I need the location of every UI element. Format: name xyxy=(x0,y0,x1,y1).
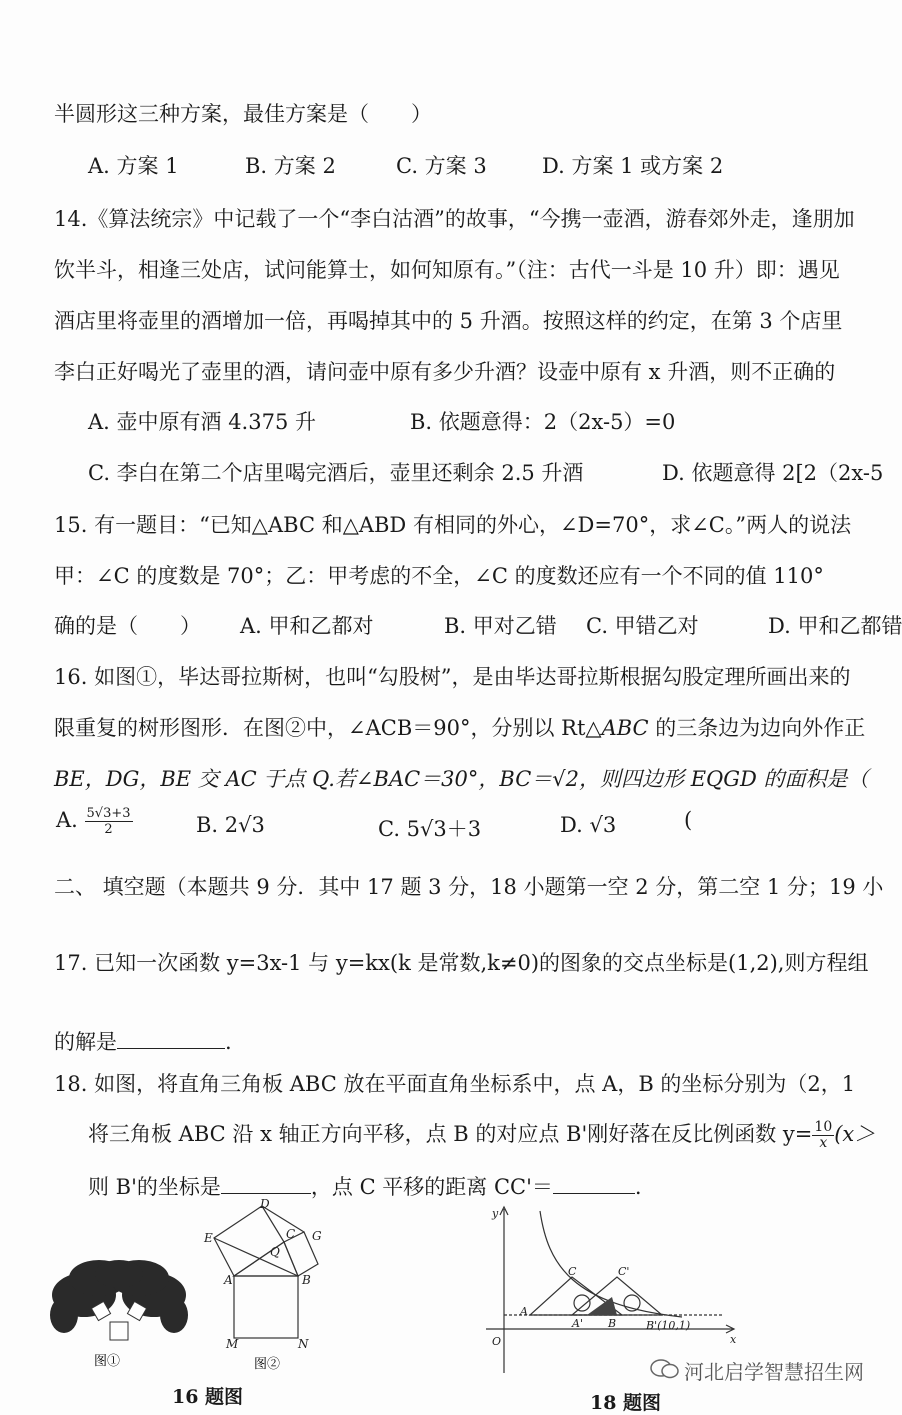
q18-answer-blank-2[interactable] xyxy=(553,1175,635,1194)
section-2-heading: 二、 填空题（本题共 9 分．其中 17 题 3 分，18 小题第一空 2 分，第二空 1 分；19 小 xyxy=(54,875,884,899)
q18-answer-blank-1[interactable] xyxy=(221,1175,311,1194)
q16-line-1: 16. 如图①，毕达哥拉斯树，也叫“勾股树”，是由毕达哥拉斯根据勾股定理所画出来的 xyxy=(54,665,851,689)
label-b-prime: B'(10,1) xyxy=(646,1319,691,1332)
q15-option-d: D. 甲和乙都错 xyxy=(768,614,902,638)
q13-option-b: B. 方案 2 xyxy=(245,154,336,178)
q17-line-2-text: 的解是 xyxy=(54,1030,117,1054)
q14-option-a: A. 壶中原有酒 4.375 升 xyxy=(88,410,316,434)
q14-line-3: 酒店里将壶里的酒增加一倍，再喝掉其中的 5 升酒。按照这样的约定，在第 3 个店里 xyxy=(54,309,843,333)
label-b: B xyxy=(302,1273,311,1287)
q18-line-2 xyxy=(88,1118,875,1151)
q16-line-3: BE，DG，BE 交 AC 于点 Q.若∠BAC＝30°，BC＝√2，则四边形 EQGD 的面积是（ xyxy=(54,767,869,791)
q17-line-1: 17. 已知一次函数 y=3x-1 与 y=kx(k 是常数,k≠0)的图象的交点坐标是(1,2),则方程组 xyxy=(54,951,869,975)
label-a-prime: A' xyxy=(572,1317,583,1330)
q16-option-a xyxy=(56,806,133,837)
q17-line-2: 的解是 . xyxy=(54,1030,232,1054)
triangle-abc xyxy=(234,1242,298,1276)
q18-line-3: 则 B'的坐标是 ，点 C 平移的距离 CC'＝ . xyxy=(88,1175,642,1199)
q16-line-2-part-b: ABC xyxy=(601,716,649,740)
label-c: C xyxy=(568,1265,577,1278)
figure-18-caption: 18 题图 xyxy=(590,1392,662,1414)
label-q: Q xyxy=(270,1245,280,1259)
q15-line-2: 甲：∠C 的度数是 70°；乙：甲考虑的不全，∠C 的度数还应有一个不同的值 110° xyxy=(54,564,824,588)
q15-line-3-prefix: 确的是（ ） xyxy=(54,614,201,638)
q18-fraction-denominator: x xyxy=(819,1135,828,1151)
q15-option-b: B. 甲对乙错 xyxy=(444,614,557,638)
q14-line-1: 14.《算法统宗》中记载了一个“李白沽酒”的故事，“今携一壶酒，游春郊外走，逢朋加 xyxy=(54,207,855,231)
q15-option-a: A. 甲和乙都对 xyxy=(240,614,374,638)
q18-line-1: 18. 如图，将直角三角板 ABC 放在平面直角坐标系中，点 A，B 的坐标分别为（2，1 xyxy=(54,1072,856,1096)
q16-line-2 xyxy=(54,712,865,742)
q16-line-2-part-a: 限重复的树形图形．在图②中，∠ACB＝90°，分别以 Rt△ xyxy=(54,716,602,740)
q18-fraction xyxy=(812,1120,834,1151)
label-n: N xyxy=(298,1337,309,1351)
stray-mark: ( xyxy=(684,808,693,832)
q18-fraction-numerator: 10 xyxy=(814,1119,833,1135)
q16-option-a-label: A. xyxy=(56,808,78,832)
q16-option-b: B. 2√3 xyxy=(196,813,265,837)
q17-answer-blank[interactable] xyxy=(117,1030,225,1049)
q13-stem-tail: 半圆形这三种方案，最佳方案是（ ） xyxy=(54,102,432,126)
figure-16-caption: 16 题图 xyxy=(172,1386,244,1408)
wechat-icon xyxy=(650,1358,680,1380)
q15-option-c: C. 甲错乙对 xyxy=(586,614,699,638)
q16-line-2-part-c: 的三条边为边向外作正 xyxy=(648,716,866,740)
label-c-prime: C' xyxy=(618,1265,630,1278)
figure-16-sub-label-2: 图② xyxy=(254,1357,281,1372)
label-c: C xyxy=(286,1227,296,1241)
q15-line-1: 15. 有一题目：“已知△ABC 和△ABD 有相同的外心，∠D=70°，求∠C。”两人的说法 xyxy=(54,513,852,537)
q14-line-2: 饮半斗，相逢三处店，试问能算士，如何知原有。”（注：古代一斗是 10 升）即：遇见 xyxy=(54,258,840,282)
q16-option-d: D. √3 xyxy=(560,813,617,837)
q18-line-3-part-a: 则 B'的坐标是 xyxy=(88,1175,221,1199)
q14-option-b: B. 依题意得：2（2x-5）=0 xyxy=(410,410,676,434)
q16-option-a-fraction xyxy=(85,806,133,837)
label-y: y xyxy=(492,1207,499,1220)
label-b: B xyxy=(608,1317,617,1330)
label-a: A xyxy=(224,1273,233,1287)
label-m: M xyxy=(226,1337,239,1351)
q14-line-4: 李白正好喝光了壶里的酒，请问壶中原有多少升酒？设壶中原有 x 升酒，则不正确的 xyxy=(54,360,836,384)
label-a: A xyxy=(520,1305,528,1318)
label-d: D xyxy=(260,1198,270,1211)
q13-option-d: D. 方案 1 或方案 2 xyxy=(542,154,724,178)
label-x: x xyxy=(730,1333,737,1346)
q16-option-c: C. 5√3＋3 xyxy=(378,817,482,841)
figure-16-diagram xyxy=(200,1198,340,1373)
watermark-text: 河北启学智慧招生网 xyxy=(684,1360,864,1384)
q14-option-d: D. 依题意得 2[2（2x-5 xyxy=(662,461,884,485)
q18-line-3-part-b: ，点 C 平移的距离 CC'＝ xyxy=(310,1175,553,1199)
figure-18-graph xyxy=(482,1205,742,1380)
q14-option-c: C. 李白在第二个店里喝完酒后，壶里还剩余 2.5 升酒 xyxy=(88,461,584,485)
label-o: O xyxy=(492,1335,502,1348)
figure-16-sub-label: 图① xyxy=(94,1354,121,1369)
q16-option-a-numerator: 5√3+3 xyxy=(86,806,131,821)
label-g: G xyxy=(312,1229,322,1243)
square-amnb xyxy=(234,1276,298,1338)
q13-option-a: A. 方案 1 xyxy=(88,154,179,178)
q16-option-a-denominator: 2 xyxy=(104,822,113,837)
q18-line-2-part-a: 将三角板 ABC 沿 x 轴正方向平移，点 B 的对应点 B'刚好落在反比例函数 y= xyxy=(88,1122,813,1146)
q13-option-c: C. 方案 3 xyxy=(396,154,487,178)
figure-16-tree xyxy=(44,1200,194,1370)
label-e: E xyxy=(204,1231,213,1245)
q18-line-2-part-b: (x＞ xyxy=(834,1122,876,1146)
